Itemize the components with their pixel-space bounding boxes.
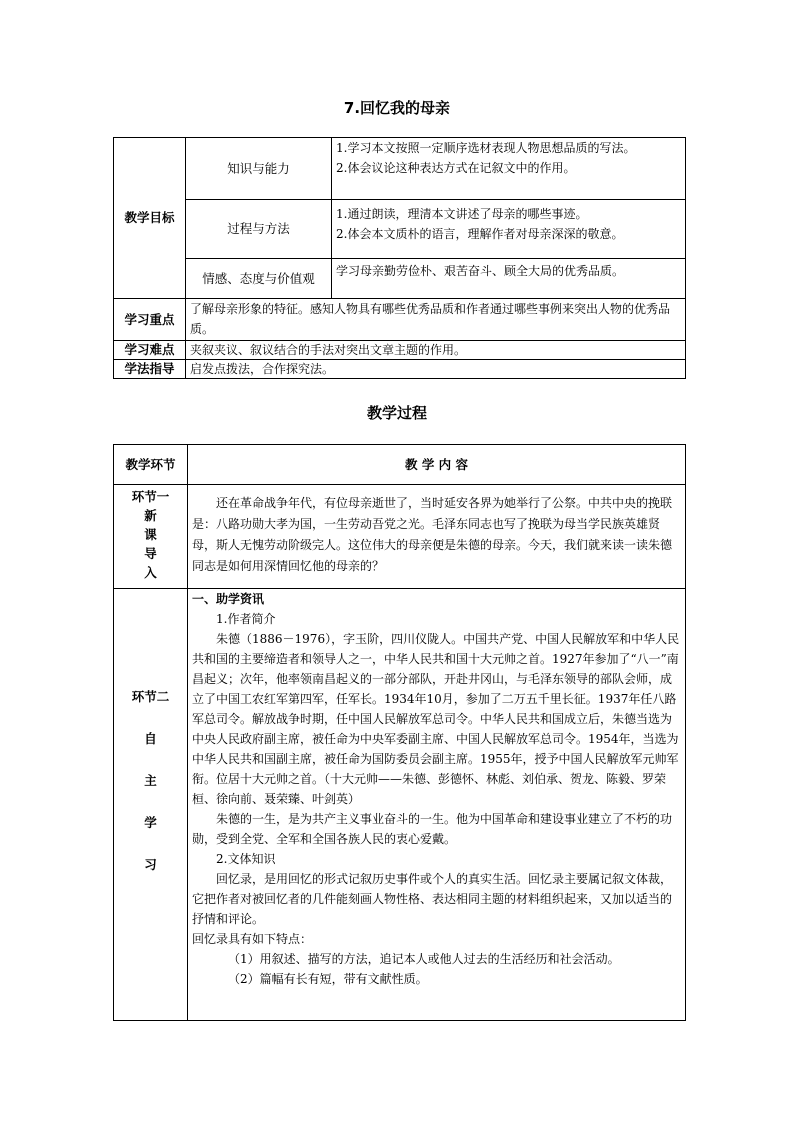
- stage-label-char: 学: [144, 815, 157, 830]
- stage-label-char: 环节二: [131, 689, 170, 704]
- stage1-label: [114, 485, 188, 589]
- author-paragraph: 朱德的一生，是为共产主义事业奋斗的一生。他为中国革命和建设事业建立了不朽的功勋，受到全党、全军和全国各族人民的衷心爱戴。: [192, 812, 673, 846]
- stage-label-char: 环节一: [131, 489, 170, 504]
- stage-label-char: 导: [144, 546, 157, 561]
- stage-label-char: 习: [144, 857, 157, 872]
- difficulty-text: 夹叙夹议、叙议结合的手法对突出文章主题的作用。: [186, 341, 686, 360]
- method-text: 启发点拨法，合作探究法。: [186, 360, 686, 379]
- stage-header: 教学环节: [114, 445, 188, 485]
- stage2-label: [114, 589, 188, 1021]
- stage-label-char: 自: [144, 731, 157, 746]
- objective-detail: [332, 138, 686, 200]
- content-header: 教 学 内 容: [188, 445, 686, 485]
- objective-name: 知识与能力: [186, 138, 332, 200]
- stage-label-char: 课: [144, 527, 157, 542]
- feature-item: （2）篇幅有长有短，带有文献性质。: [228, 972, 428, 986]
- stage-label-char: 入: [144, 565, 157, 580]
- objective-line: 1.学习本文按照一定顺序选材表现人物思想品质的写法。: [336, 141, 636, 155]
- genre-paragraph: 回忆录，是用回忆的形式记叙历史事件或个人的真实生活。回忆录主要属记叙文体裁，它把作者对被回忆者的几件能刻画人物性格、表达相同主题的材料组织起来，又加以适当的抒情和评论。: [192, 872, 673, 926]
- objectives-label: 教学目标: [114, 138, 186, 299]
- author-paragraph: 朱德（1886－1976），字玉阶，四川仪陇人。中国共产党、中国人民解放军和中华人民共和国的主要缔造者和领导人之一，中华人民共和国十大元帅之首。1927年参加了“八一”南昌起义；次年，他率领南昌起义的一部分部队，开赴井冈山，与毛泽东领导的部队会师，成立了中国工农红军第四军，任军长。1934年10月，参加了二万五千里长征。1937年任八路军总司令。解放战争时期，任中国人民解放军总司令。中华人民共和国成立后，朱德当选为中央人民政府副主席，被任命为中央军委副主席、中国人民解放军总司令。1954年，当选为中华人民共和国副主席，被任命为国防委员会副主席。1955年，授予中国人民解放军元帅军衔。位居十大元帅之首。（十大元帅——朱德、彭德怀、林彪、刘伯承、贺龙、陈毅、罗荣桓、徐向前、聂荣臻、叶剑英）: [192, 632, 680, 806]
- stage2-content: [188, 589, 686, 1021]
- objective-line: 2.体会本文质朴的语言，理解作者对母亲深深的敬意。: [336, 227, 624, 241]
- process-table: [113, 444, 686, 1021]
- genre-paragraph: 回忆录具有如下特点：: [192, 932, 313, 946]
- stage1-text: 还在革命战争年代，有位母亲逝世了，当时延安各界为她举行了公祭。中共中央的挽联是：八路功勋大孝为国，一生劳动吾党之光。毛泽东同志也写了挽联为母当学民族英雄贤母，斯人无愧劳动阶级完人。这位伟大的母亲便是朱德的母亲。今天，我们就来读一读朱德同志是如何用深情回忆他的母亲的？: [192, 496, 673, 573]
- key-points-text: 了解母亲形象的特征。感知人物具有哪些优秀品质和作者通过哪些事例来突出人物的优秀品质。: [186, 299, 686, 341]
- method-label: 学法指导: [114, 360, 186, 379]
- author-heading: 1.作者简介: [216, 612, 276, 626]
- objective-detail: [332, 259, 686, 299]
- feature-item: （1）用叙述、描写的方法，追记本人或他人过去的生活经历和社会活动。: [228, 952, 620, 966]
- page-title: 7.回忆我的母亲: [343, 99, 451, 117]
- objective-line: 1.通过朗读，理清本文讲述了母亲的哪些事迹。: [336, 207, 588, 221]
- genre-heading: 2.文体知识: [216, 852, 276, 866]
- objective-name: 过程与方法: [186, 200, 332, 259]
- stage1-content: [188, 485, 686, 589]
- stage-label-char: 主: [144, 773, 157, 788]
- section-heading: 一、助学资讯: [192, 592, 265, 606]
- objectives-table: [113, 137, 686, 379]
- process-title: 教学过程: [366, 404, 427, 422]
- key-points-label: 学习重点: [114, 299, 186, 341]
- objective-name: 情感、态度与价值观: [186, 259, 332, 299]
- objective-line: 2.体会议论这种表达方式在记叙文中的作用。: [336, 161, 576, 175]
- objective-line: 学习母亲勤劳俭朴、艰苦奋斗、顾全大局的优秀品质。: [336, 264, 625, 278]
- stage-label-char: 新: [144, 508, 157, 523]
- objective-detail: [332, 200, 686, 259]
- difficulty-label: 学习难点: [114, 341, 186, 360]
